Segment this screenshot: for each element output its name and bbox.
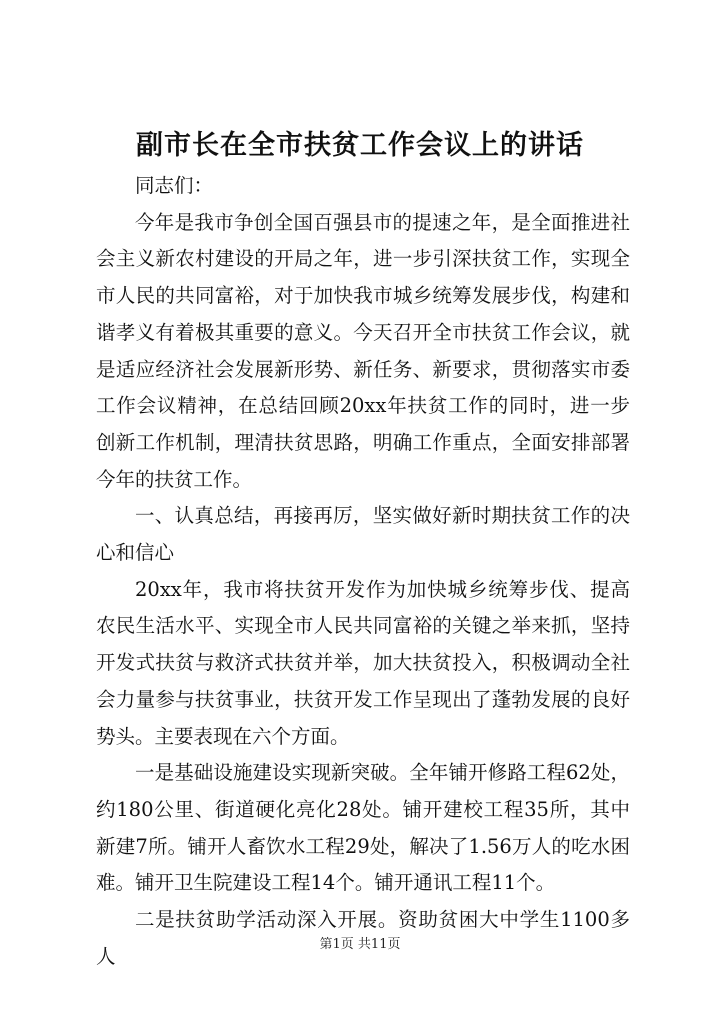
- paragraph-education-aid: 二是扶贫助学活动深入开展。资助贫困大中学生1100多人: [96, 908, 630, 968]
- page-footer: 第1页 共11页: [319, 937, 401, 952]
- salutation: 同志们：: [135, 174, 214, 197]
- paragraph-infrastructure: 一是基础设施建设实现新突破。全年铺开修路工程62处，约180公里、街道硬化亮化28处。铺开建校工程35所，其中新建7所。铺开人畜饮水工程29处，解决了1.56万人的吃水困难。铺开卫生院建设工程14个。铺开通讯工程11个。: [96, 761, 630, 895]
- document-title: 副市长在全市扶贫工作会议上的讲话: [136, 130, 584, 161]
- paragraph-summary: 20xx年，我市将扶贫开发作为加快城乡统筹步伐、提高农民生活水平、实现全市人民共同富裕的关键之举来抓，坚持开发式扶贫与救济式扶贫并举，加大扶贫投入，积极调动全社会力量参与扶贫事业，扶贫开发工作呈现出了蓬勃发展的良好势头。主要表现在六个方面。: [96, 577, 630, 748]
- section-heading-1: 一、认真总结，再接再厉，坚实做好新时期扶贫工作的决心和信心: [96, 504, 630, 565]
- document-body: [96, 168, 630, 975]
- paragraph-intro: 今年是我市争创全国百强县市的提速之年，是全面推进社会主义新农村建设的开局之年，进一步引深扶贫工作，实现全市人民的共同富裕，对于加快我市城乡统筹发展步伐，构建和谐孝义有着极其重要的意义。今天召开全市扶贫工作会议，就是适应经济社会发展新形势、新任务、新要求，贯彻落实市委工作会议精神，在总结回顾20xx年扶贫工作的同时，进一步创新工作机制，理清扶贫思路，明确工作重点，全面安排部署今年的扶贫工作。: [96, 210, 630, 491]
